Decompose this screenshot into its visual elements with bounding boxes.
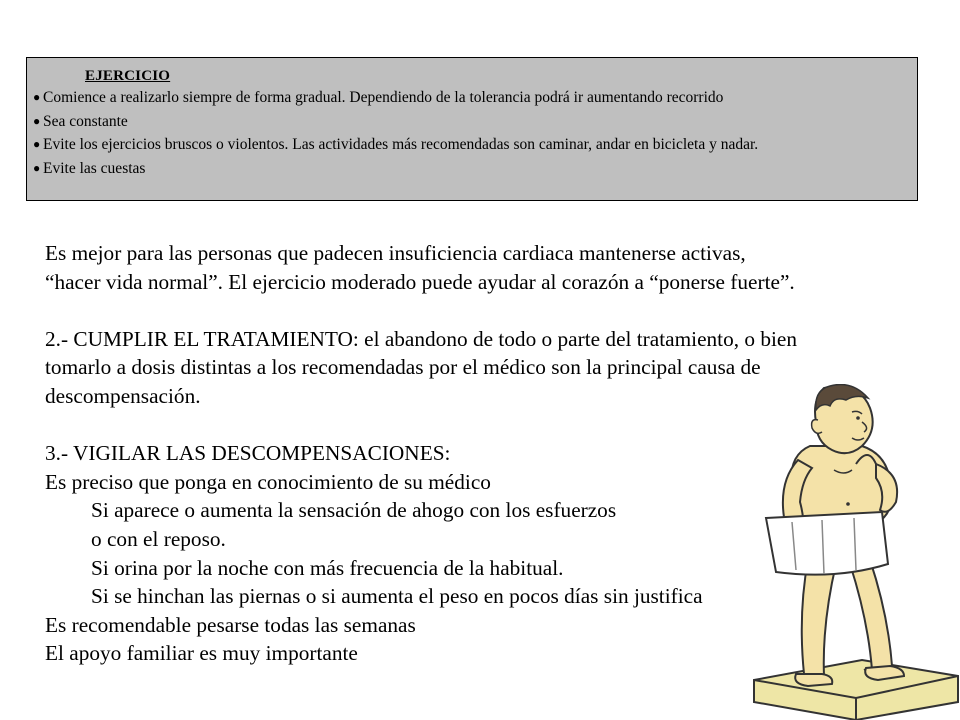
- indented-line: Si aparece o aumenta la sensación de ahogo con los esfuerzos: [91, 498, 617, 523]
- indented-line: Si orina por la noche con más frecuencia de la habitual.: [91, 555, 564, 580]
- man-on-scale-icon: [752, 384, 960, 720]
- bullet-icon: ●: [33, 90, 41, 104]
- text-line: El apoyo familiar es muy importante: [45, 641, 358, 666]
- bullet-icon: ●: [33, 160, 41, 175]
- bullet-icon: ●: [33, 113, 41, 128]
- exercise-item-text: Evite las cuestas: [43, 159, 146, 177]
- exercise-item-text: Sea constante: [43, 112, 128, 130]
- paragraph-spacer: [45, 296, 915, 325]
- text-line: Es recomendable pesarse todas las semanas: [45, 612, 416, 637]
- text-line: Es preciso que ponga en conocimiento de su médico: [45, 469, 491, 494]
- exercise-item-text: Comience a realizarlo siempre de forma gradual. Dependiendo de la tolerancia podrá ir aumentando recorrido: [43, 89, 724, 106]
- text-line: descompensación.: [45, 383, 201, 408]
- exercise-item: [33, 133, 758, 157]
- bullet-icon: ●: [33, 137, 41, 151]
- exercise-item: [33, 110, 758, 134]
- exercise-item: [33, 86, 758, 110]
- text-line: tomarlo a dosis distintas a los recomendadas por el médico son la principal causa de: [45, 355, 761, 380]
- indented-line: Si se hinchan las piernas o si aumenta el peso en pocos días sin justifica: [91, 584, 703, 609]
- exercise-box: [26, 57, 918, 201]
- text-line: 2.- CUMPLIR EL TRATAMIENTO: el abandono de todo o parte del tratamiento, o bien: [45, 326, 798, 351]
- exercise-title: EJERCICIO: [85, 68, 171, 84]
- exercise-item: [33, 157, 758, 181]
- text-line: Es mejor para las personas que padecen insuficiencia cardiaca mantenerse activas,: [45, 241, 746, 265]
- section-heading: 3.- VIGILAR LAS DESCOMPENSACIONES:: [45, 441, 451, 466]
- indented-line: o con el reposo.: [91, 526, 226, 551]
- exercise-list: [33, 86, 758, 180]
- exercise-item-text: Evite los ejercicios bruscos o violentos. Las actividades más recomendadas son caminar, andar en bicicleta y nadar.: [43, 136, 759, 153]
- text-line: “hacer vida normal”. El ejercicio moderado puede ayudar al corazón a “ponerse fuerte”.: [45, 269, 795, 294]
